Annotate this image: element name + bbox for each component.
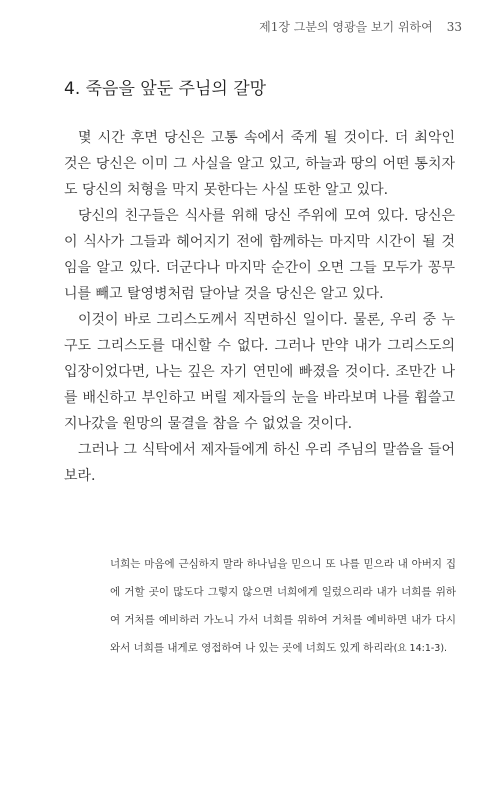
paragraph: 그러나 그 식탁에서 제자들에게 하신 우리 주님의 말씀을 들어 보라. (64, 442, 455, 484)
chapter-title: 제1장 그분의 영광을 보기 위하여 (259, 20, 433, 34)
body-text (64, 125, 455, 489)
paragraph: 몇 시간 후면 당신은 고통 속에서 죽게 될 것이다. 더 최악인 것은 당신은 이미 그 사실을 알고 있고, 하늘과 땅의 어떤 통치자도 당신의 처형을 막지 못한다는 사실 또한 알고 있다. (64, 130, 455, 198)
quote-reference: (요 14:1-3). (393, 643, 448, 654)
paragraph: 당신의 친구들은 식사를 위해 당신 주위에 모여 있다. 당신은 이 식사가 그들과 헤어지기 전에 함께하는 마지막 시간이 될 것임을 알고 있다. 더군다나 마지막 순간이 오면 그들 모두가 꽁무니를 빼고 탈영병처럼 달아날 것을 당신은 알고 있다. (64, 208, 455, 302)
paragraph: 이것이 바로 그리스도께서 직면하신 일이다. 물론, 우리 중 누구도 그리스도를 대신할 수 없다. 그러나 만약 내가 그리스도의 입장이었다면, 나는 깊은 자기 연민에 빠졌을 것이다. 조만간 나를 배신하고 부인하고 버릴 제자들의 눈을 바라보며 나를 휩쓸고 지나갔을 원망의 물결을 참을 수 없었을 것이다. (64, 312, 455, 432)
running-header (259, 18, 462, 35)
section-heading: 4. 죽음을 앞둔 주님의 갈망 (64, 79, 267, 99)
scripture-quote (110, 550, 456, 663)
page-number: 33 (446, 20, 462, 34)
quote-text: 너희는 마음에 근심하지 말라 하나님을 믿으니 또 나를 믿으라 내 아버지 집에 거할 곳이 많도다 그렇지 않으면 너희에게 일렀으리라 내가 너희를 위하여 거처를 예비하러 가노니 가서 너희를 위하여 거처를 예비하면 내가 다시 와서 너희를 내게로 영접하여 나 있는 곳에 너희도 있게 하리라 (110, 558, 456, 654)
quote-paragraph (110, 550, 456, 663)
